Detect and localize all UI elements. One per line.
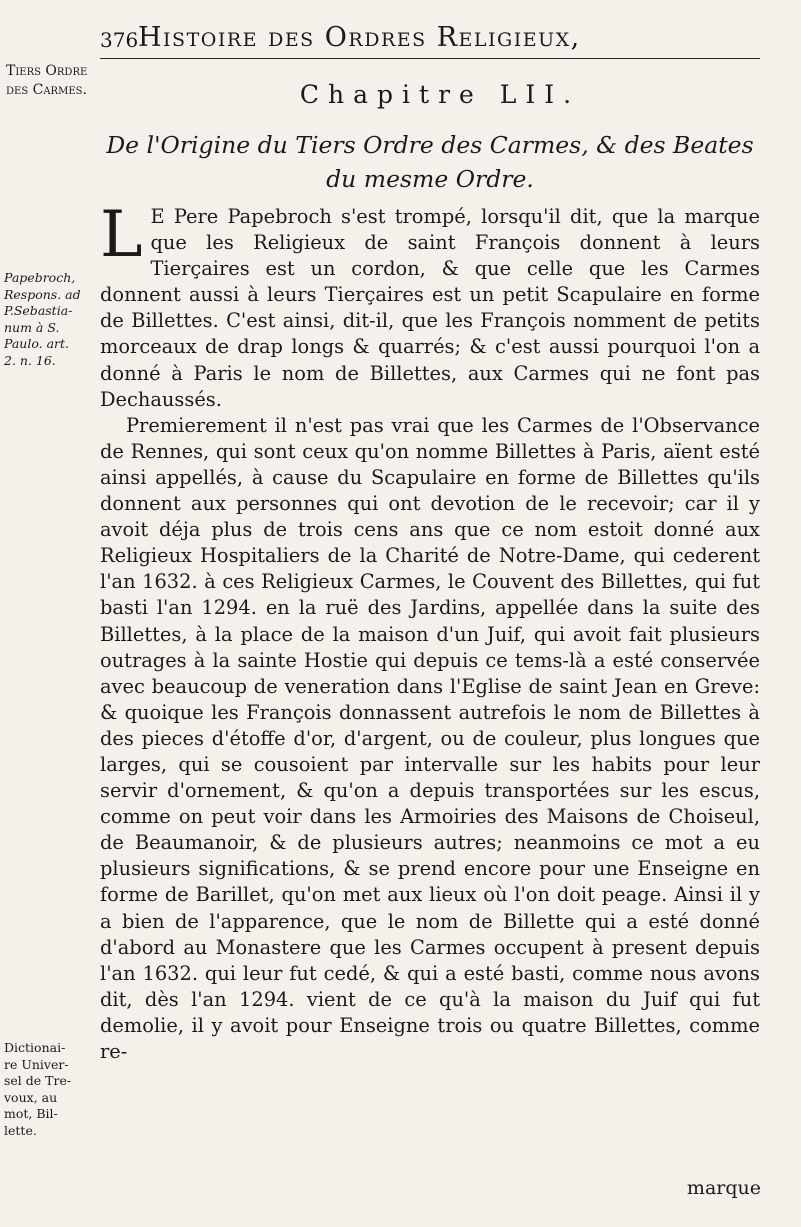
paragraph-1-text: E Pere Papebroch s'est trompé, lorsqu'il dit, que la marque que les Religieux de saint François donnent à leurs Tierçaires est un cordon, & que celle que les Carmes donnent aussi à leurs Tierçaires est un petit Scapulaire en forme de Billettes. C'est ainsi, dit-il, que les François nomment de petits morceaux de drap longs & quarrés; & c'est aussi pourquoi l'on a donné à Paris le nom de Billettes, aux Carmes qui ne font pas Dechaussés. [100,205,760,411]
margin-reference-papebroch: Papebroch, Respons. ad P.Sebastia- num à S. Paulo. art. 2. n. 16. [4,270,81,368]
margin-reference-dictionary: Dictionai- re Univer- sel de Tre- voux, au mot, Bil- lette. [4,1040,72,1138]
chapter-heading: Chapitre LII. [299,80,581,109]
margin-section-label: Tiers Ordre des Carmes. [6,63,88,98]
header-rule [100,58,760,59]
catchword: marque [686,1177,761,1199]
paragraph-2: Premierement il n'est pas vrai que les Carmes de l'Observance de Rennes, qui sont ceux qu'on nomme Billettes à Paris, aïent esté ainsi appellés, à cause du Scapulaire en forme de Billettes qu'ils donnent aux personnes qui ont devotion de le recevoir; car il y avoit déja plus de trois cens ans que ce nom estoit donné aux Religieux Hospitaliers de la Charité de Notre-Dame, qui cederent l'an 1632. à ces Religieux Carmes, le Couvent des Billettes, qui fut basti l'an 1294. en la ruë des Jardins, appellée dans la suite des Billettes, à la place de la maison d'un Juif, qui avoit fait plusieurs outrages à la sainte Hostie qui depuis ce tems-là a esté conservée avec beaucoup de veneration dans l'Eglise de saint Jean en Greve: & quoique les François donnassent autrefois le nom de Billettes à des pieces d'étoffe d'or, d'argent, ou de couleur, plus longues que larges, qui se cousoient par intervalle sur les habits pour leur servir d'ornement, & qu'on a depuis transportées sur les escus, comme on peut voir dans les Armoiries des Maisons de Choiseul, de Beaumanoir, & de plusieurs autres; neanmoins ce mot a eu plusieurs significations, & se prend encore pour une Enseigne en forme de Barillet, qu'on met aux lieux où l'on doit peage. Ainsi il y a bien de l'apparence, que le nom de Billette qui a esté donné d'abord au Monastere que les Carmes occupent à present depuis l'an 1632. qui leur fut cedé, & qui a esté basti, comme nous avons dit, dès l'an 1294. vient de ce qu'à la maison du Juif qui fut demolie, il y avoit pour Enseigne trois ou quatre Billettes, comme re- [100,413,760,1063]
running-title: Histoire des Ordres Religieux, [138,22,581,53]
drop-cap: L [100,198,143,272]
paragraph-1 [100,198,760,413]
running-head [100,18,760,58]
page-number: 376 [100,28,139,52]
chapter-title: De l'Origine du Tiers Ordre des Carmes, & des Beates du mesme Ordre. [106,131,754,193]
body-text [100,198,760,1065]
